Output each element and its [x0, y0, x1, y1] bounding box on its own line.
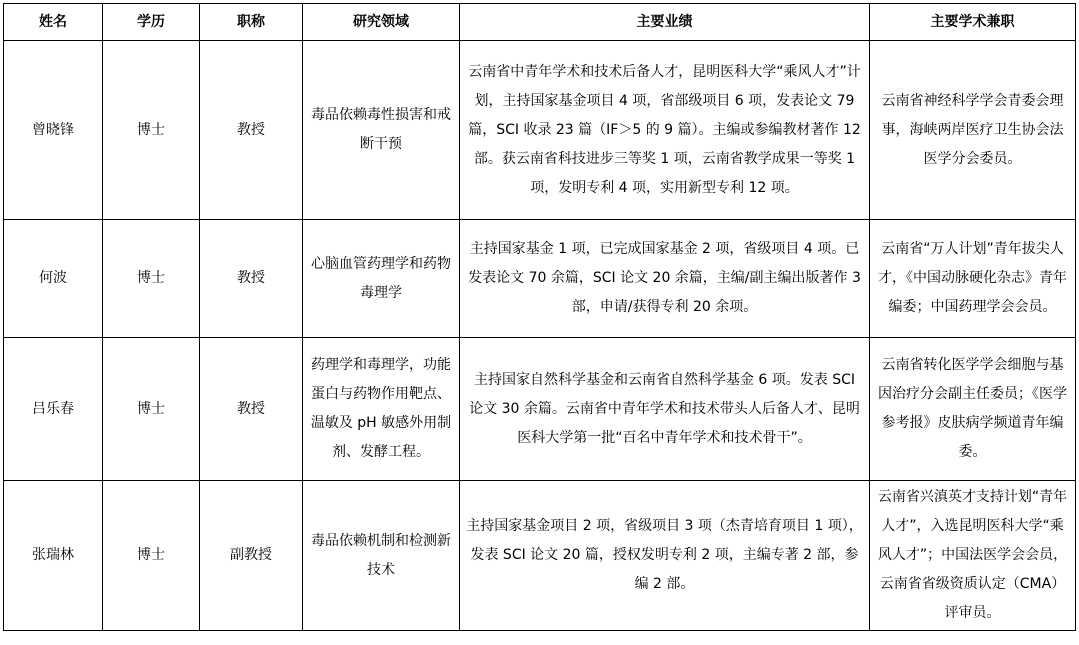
cell-title: 教授 — [200, 338, 303, 481]
cell-research-field: 药理学和毒理学，功能蛋白与药物作用靶点、温敏及 pH 敏感外用制剂、发酵工程。 — [303, 338, 460, 481]
table-header-row — [4, 4, 1076, 41]
cell-degree: 博士 — [103, 220, 200, 338]
cell-degree: 博士 — [103, 41, 200, 220]
cell-name: 张瑞林 — [4, 481, 103, 631]
cell-title: 教授 — [200, 220, 303, 338]
cell-achievements: 主持国家自然科学基金和云南省自然科学基金 6 项。发表 SCI 论文 30 余篇。云南省中青年学术和技术带头人后备人才、昆明医科大学第一批“百名中青年学术和技术骨干”。 — [460, 338, 870, 481]
cell-research-field: 心脑血管药理学和药物毒理学 — [303, 220, 460, 338]
header-achievements: 主要业绩 — [460, 4, 870, 41]
cell-achievements: 云南省中青年学术和技术后备人才，昆明医科大学“乘风人才”计划，主持国家基金项目 4 项，省部级项目 6 项，发表论文 79 篇，SCI 收录 23 篇（IF＞5 的 9 篇）。主编或参编教材著作 12 部。获云南省科技进步三等奖 1 项，云南省教学成果一等奖 1 项，发明专利 4 项，实用新型专利 12 项。 — [460, 41, 870, 220]
cell-achievements: 主持国家基金 1 项，已完成国家基金 2 项，省级项目 4 项。已发表论文 70 余篇，SCI 论文 20 余篇，主编/副主编出版著作 3 部，申请/获得专利 20 余项。 — [460, 220, 870, 338]
header-degree: 学历 — [103, 4, 200, 41]
cell-research-field: 毒品依赖毒性损害和戒断干预 — [303, 41, 460, 220]
table-row — [4, 220, 1076, 338]
cell-title: 副教授 — [200, 481, 303, 631]
cell-degree: 博士 — [103, 481, 200, 631]
cell-academic-positions: 云南省神经科学学会青委会理事，海峡两岸医疗卫生协会法医学分会委员。 — [870, 41, 1076, 220]
table-row — [4, 338, 1076, 481]
table-row — [4, 41, 1076, 220]
cell-name: 何波 — [4, 220, 103, 338]
cell-name: 吕乐春 — [4, 338, 103, 481]
table-row — [4, 481, 1076, 631]
cell-degree: 博士 — [103, 338, 200, 481]
cell-academic-positions: 云南省转化医学学会细胞与基因治疗分会副主任委员；《医学参考报》皮肤病学频道青年编委。 — [870, 338, 1076, 481]
header-research-field: 研究领域 — [303, 4, 460, 41]
staff-table — [3, 3, 1076, 631]
cell-title: 教授 — [200, 41, 303, 220]
cell-academic-positions: 云南省兴滇英才支持计划“青年人才”，入选昆明医科大学“乘风人才”；中国法医学会会员，云南省省级资质认定（CMA）评审员。 — [870, 481, 1076, 631]
header-title: 职称 — [200, 4, 303, 41]
cell-achievements: 主持国家基金项目 2 项，省级项目 3 项（杰青培育项目 1 项），发表 SCI 论文 20 篇，授权发明专利 2 项，主编专著 2 部，参编 2 部。 — [460, 481, 870, 631]
header-name: 姓名 — [4, 4, 103, 41]
cell-name: 曾晓锋 — [4, 41, 103, 220]
cell-academic-positions: 云南省“万人计划”青年拔尖人才，《中国动脉硬化杂志》青年编委；中国药理学会会员。 — [870, 220, 1076, 338]
cell-research-field: 毒品依赖机制和检测新技术 — [303, 481, 460, 631]
header-academic-positions: 主要学术兼职 — [870, 4, 1076, 41]
